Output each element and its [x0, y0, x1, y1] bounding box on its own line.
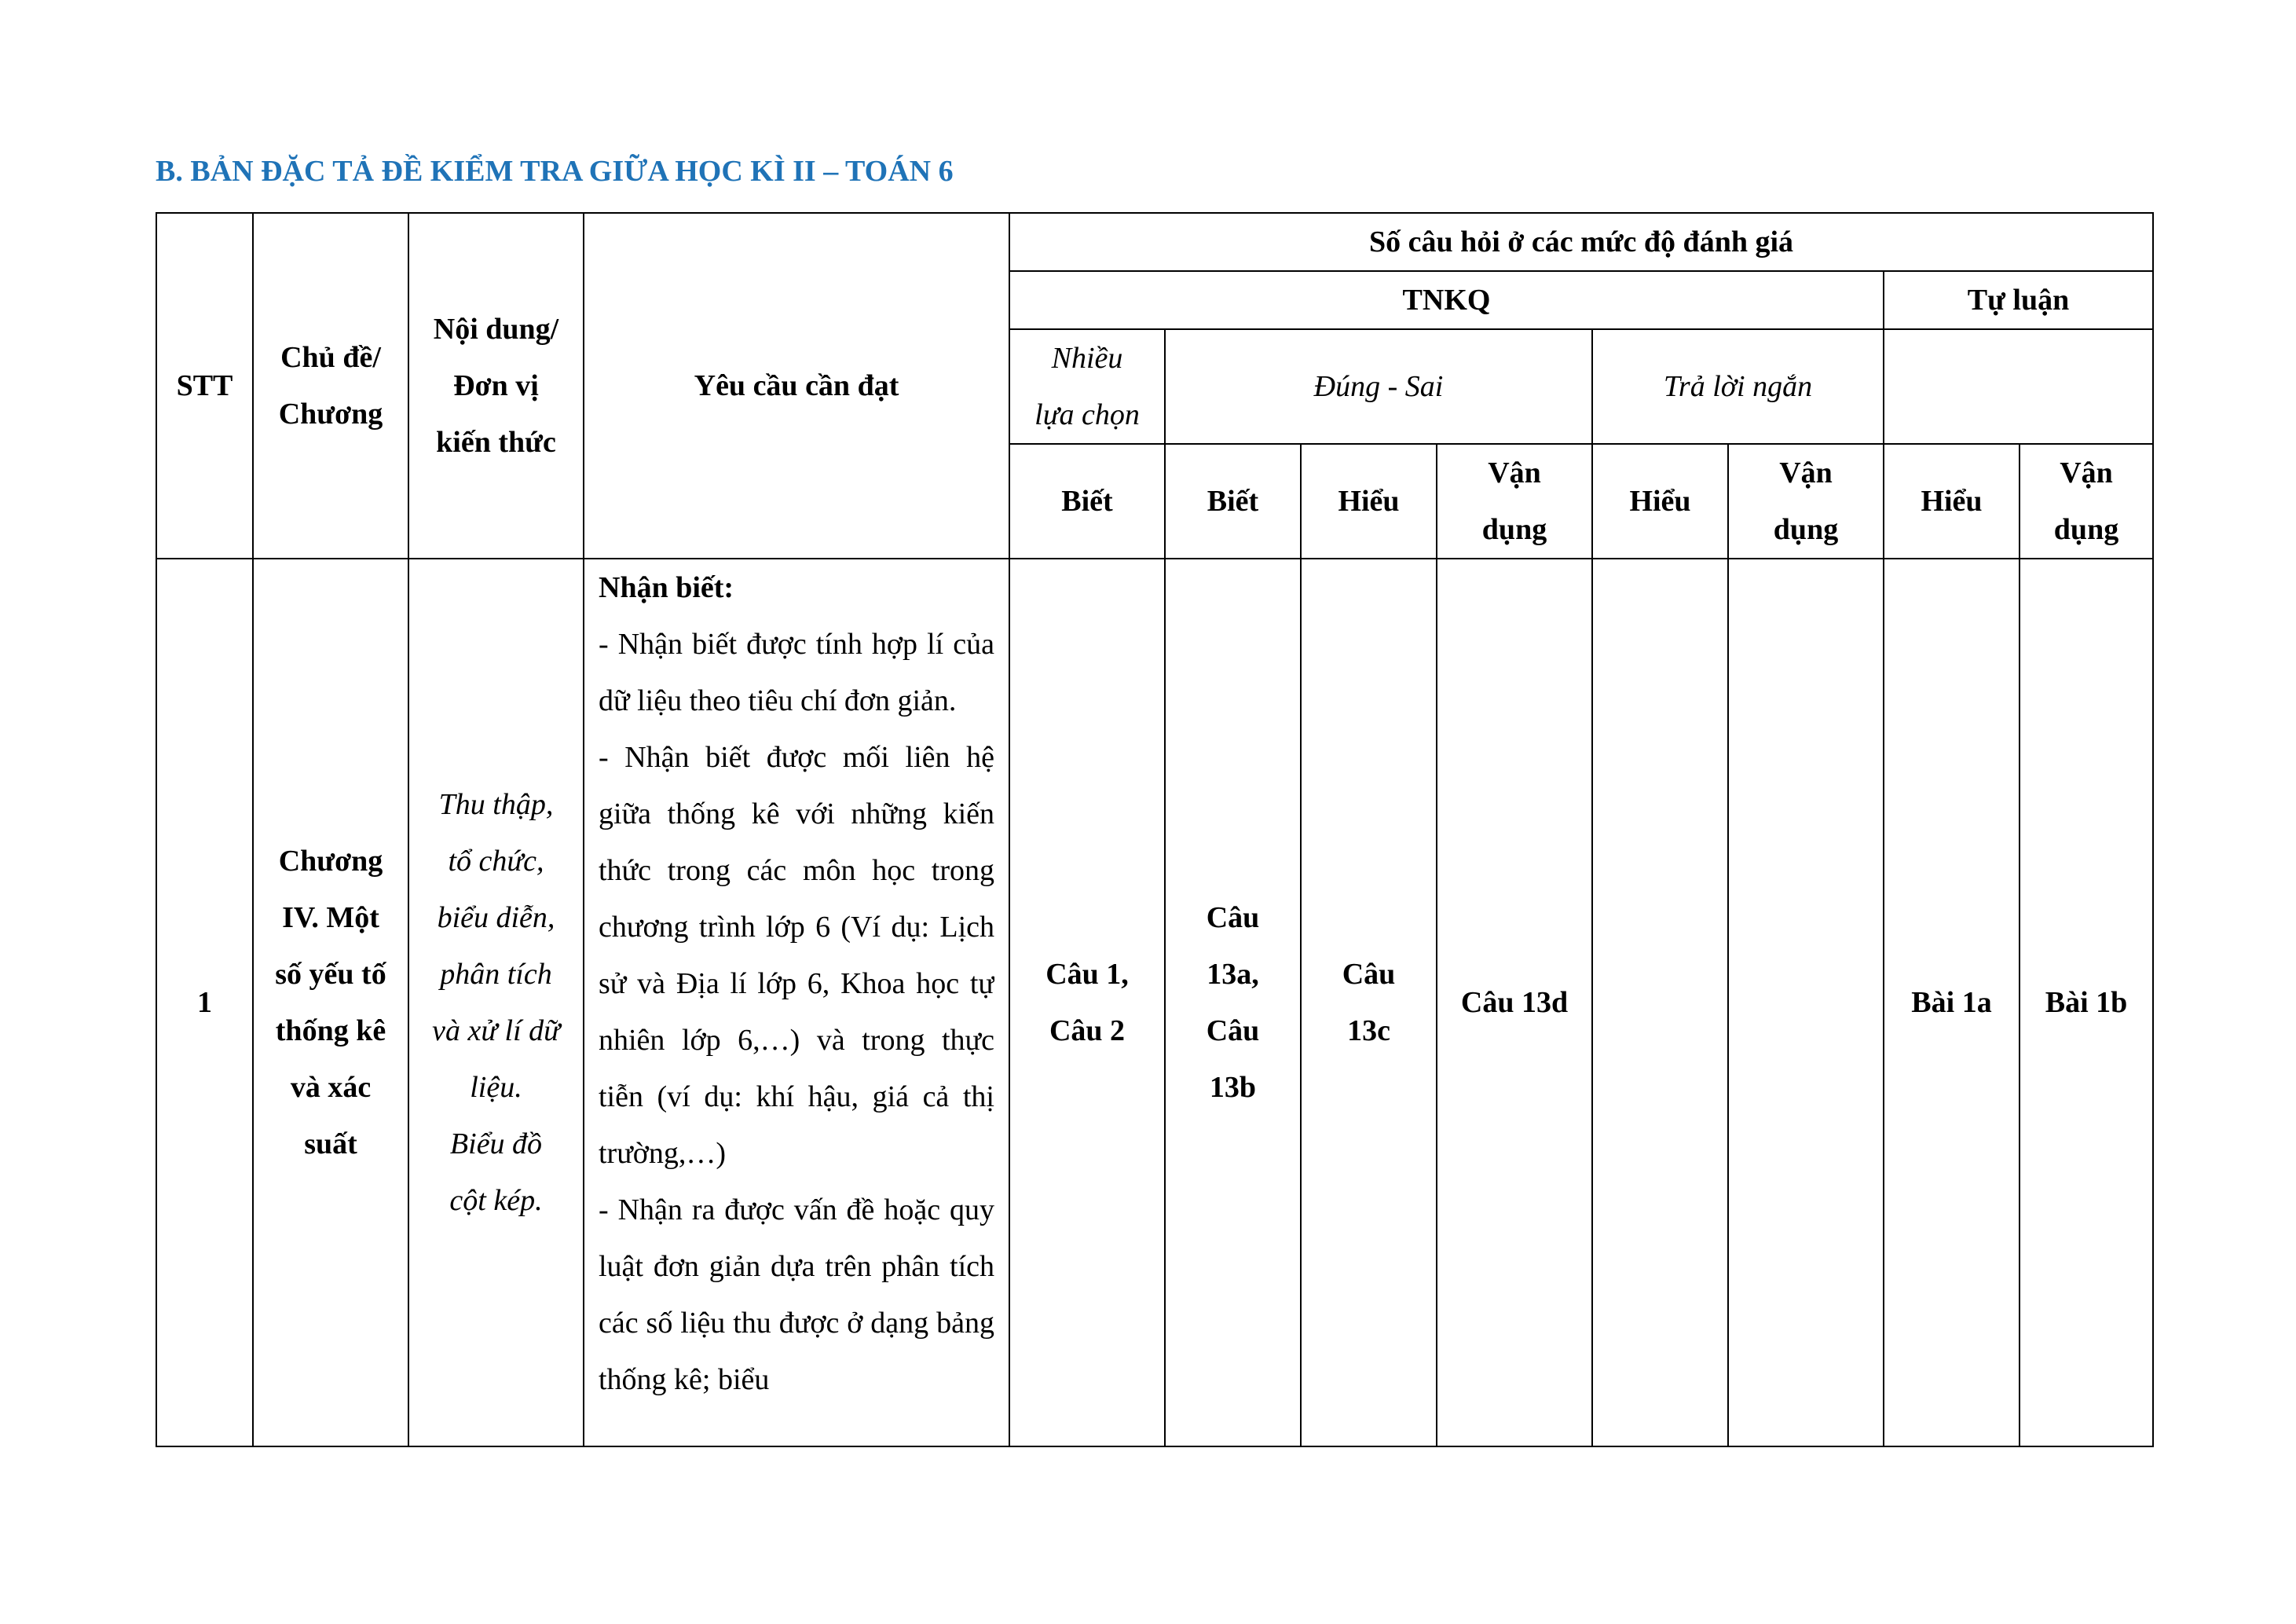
header-so-cau-hoi: Số câu hỏi ở các mức độ đánh giá	[1009, 213, 2153, 271]
level-hieu-tln: Hiểu	[1592, 444, 1728, 559]
header-tu-luan: Tự luận	[1884, 271, 2153, 329]
row-chu-de: Chương IV. Một số yếu tố thống kê và xác suất	[253, 559, 408, 1446]
specification-table	[156, 212, 2154, 1447]
header-stt: STT	[156, 213, 253, 559]
level-van-dung-tl: Vận dụng	[2020, 444, 2153, 559]
row-tl-van-dung: Bài 1b	[2020, 559, 2153, 1446]
row-ds-hieu: Câu 13c	[1301, 559, 1437, 1446]
level-hieu-tl: Hiểu	[1884, 444, 2020, 559]
row-noi-dung: Thu thập, tổ chức, biểu diễn, phân tích và xử lí dữ liệu. Biểu đồ cột kép.	[408, 559, 584, 1446]
row-tln-van-dung	[1728, 559, 1884, 1446]
row-ds-van-dung: Câu 13d	[1437, 559, 1592, 1446]
page-title: B. BẢN ĐẶC TẢ ĐỀ KIỂM TRA GIỮA HỌC KÌ II – TOÁN 6	[156, 155, 954, 188]
header-noi-dung: Nội dung/ Đơn vị kiến thức	[408, 213, 584, 559]
header-tnkq: TNKQ	[1009, 271, 1884, 329]
level-biet-nlc: Biết	[1009, 444, 1165, 559]
header-tra-loi-ngan: Trả lời ngắn	[1592, 329, 1884, 444]
header-dung-sai: Đúng - Sai	[1165, 329, 1592, 444]
yeu-cau-item: - Nhận ra được vấn đề hoặc quy luật đơn giản dựa trên phân tích các số liệu thu được ở dạng bảng thống kê; biểu	[599, 1193, 994, 1396]
row-mc-biet: Câu 1, Câu 2	[1009, 559, 1165, 1446]
yeu-cau-item: - Nhận biết được tính hợp lí của dữ liệu theo tiêu chí đơn giản.	[599, 628, 994, 717]
level-hieu-ds: Hiểu	[1301, 444, 1437, 559]
yeu-cau-item: - Nhận biết được mối liên hệ giữa thống kê với những kiến thức trong các môn học trong chương trình lớp 6 (Ví dụ: Lịch sử và Địa lí lớp 6, Khoa học tự nhiên lớp 6,…) và trong thực tiễn (ví dụ: khí hậu, giá cả thị trường,…)	[599, 741, 994, 1170]
level-biet-ds: Biết	[1165, 444, 1301, 559]
row-yeu-cau	[584, 559, 1009, 1446]
table-row	[156, 559, 2153, 1446]
level-van-dung-ds: Vận dụng	[1437, 444, 1592, 559]
header-yeu-cau: Yêu cầu cần đạt	[584, 213, 1009, 559]
header-tu-luan-empty	[1884, 329, 2153, 444]
row-tl-hieu: Bài 1a	[1884, 559, 2020, 1446]
row-stt: 1	[156, 559, 253, 1446]
header-nhieu-lua-chon: Nhiều lựa chọn	[1009, 329, 1165, 444]
level-van-dung-tln: Vận dụng	[1728, 444, 1884, 559]
row-ds-biet: Câu 13a, Câu 13b	[1165, 559, 1301, 1446]
header-chu-de: Chủ đề/ Chương	[253, 213, 408, 559]
row-tln-hieu	[1592, 559, 1728, 1446]
yeu-cau-heading: Nhận biết:	[599, 571, 734, 604]
